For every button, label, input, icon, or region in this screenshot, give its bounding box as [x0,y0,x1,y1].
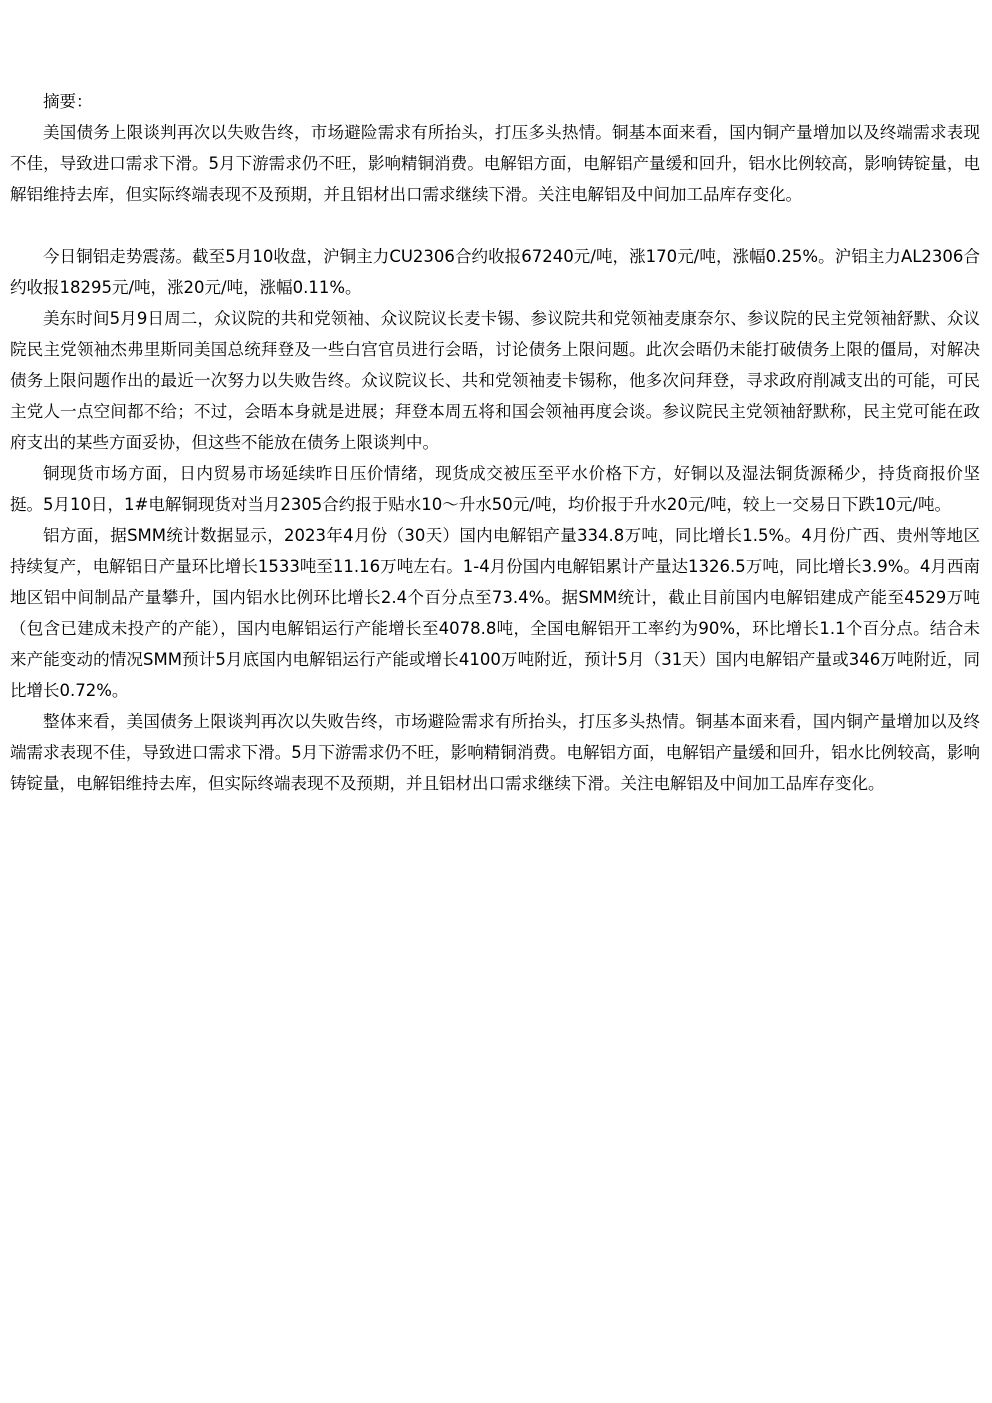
debt-ceiling-paragraph: 美东时间5月9日周二，众议院的共和党领袖、众议院议长麦卡锡、参议院共和党领袖麦康奈尔、参议院的民主党领袖舒默、众议院民主党领袖杰弗里斯同美国总统拜登及一些白宫官员进行会晤，讨论债务上限问题。此次会晤仍未能打破债务上限的僵局，对解决债务上限问题作出的最近一次努力以失败告终。众议院议长、共和党领袖麦卡锡称，他多次问拜登，寻求政府削减支出的可能，可民主党人一点空间都不给；不过，会晤本身就是进展；拜登本周五将和国会领袖再度会谈。参议院民主党领袖舒默称，民主党可能在政府支出的某些方面妥协，但这些不能放在债务上限谈判中。 [10,309,980,452]
summary-paragraph: 美国债务上限谈判再次以失败告终，市场避险需求有所抬头，打压多头热情。铜基本面来看，国内铜产量增加以及终端需求表现不佳，导致进口需求下滑。5月下游需求仍不旺，影响精铜消费。电解铝方面，电解铝产量缓和回升，铝水比例较高，影响铸锭量，电解铝维持去库，但实际终端表现不及预期，并且铝材出口需求继续下滑。关注电解铝及中间加工品库存变化。 [10,123,980,204]
copper-spot-paragraph: 铜现货市场方面，日内贸易市场延续昨日压价情绪，现货成交被压至平水价格下方，好铜以及湿法铜货源稀少，持货商报价坚挺。5月10日，1#电解铜现货对当月2305合约报于贴水10～升水50元/吨，均价报于升水20元/吨，较上一交易日下跌10元/吨。 [10,464,980,514]
market-overview-paragraph: 今日铜铝走势震荡。截至5月10收盘，沪铜主力CU2306合约收报67240元/吨，涨170元/吨，涨幅0.25%。沪铝主力AL2306合约收报18295元/吨，涨20元/吨，涨幅0.11%。 [10,247,980,297]
paragraph-gap [10,210,980,241]
conclusion-paragraph: 整体来看，美国债务上限谈判再次以失败告终，市场避险需求有所抬头，打压多头热情。铜基本面来看，国内铜产量增加以及终端需求表现不佳，导致进口需求下滑。5月下游需求仍不旺，影响精铜消费。电解铝方面，电解铝产量缓和回升，铝水比例较高，影响铸锭量，电解铝维持去库，但实际终端表现不及预期，并且铝材出口需求继续下滑。关注电解铝及中间加工品库存变化。 [10,712,980,793]
aluminium-paragraph: 铝方面，据SMM统计数据显示，2023年4月份（30天）国内电解铝产量334.8万吨，同比增长1.5%。4月份广西、贵州等地区持续复产，电解铝日产量环比增长1533吨至11.16万吨左右。1-4月份国内电解铝累计产量达1326.5万吨，同比增长3.9%。4月西南地区铝中间制品产量攀升，国内铝水比例环比增长2.4个百分点至73.4%。据SMM统计，截止目前国内电解铝建成产能至4529万吨（包含已建成未投产的产能），国内电解铝运行产能增长至4078.8吨，全国电解铝开工率约为90%，环比增长1.1个百分点。结合未来产能变动的情况SMM预计5月底国内电解铝运行产能或增长4100万吨附近，预计5月（31天）国内电解铝产量或346万吨附近，同比增长0.72%。 [10,526,980,700]
summary-heading: 摘要： [43,92,93,111]
document-body [10,86,980,799]
